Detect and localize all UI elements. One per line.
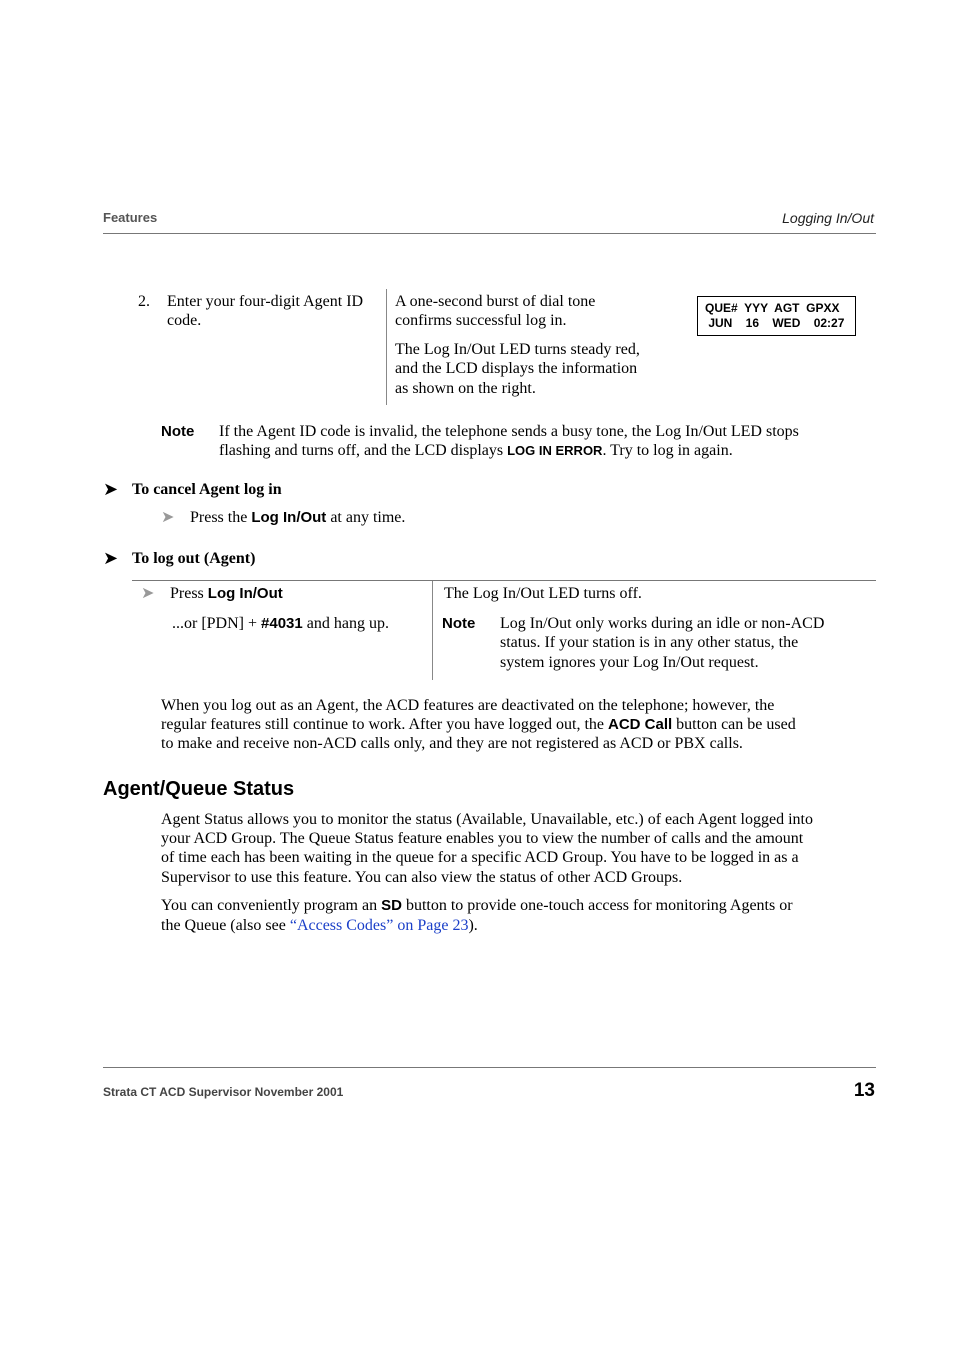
step-desc1-line2: confirms successful log in. [395, 312, 567, 329]
step-text-line1: Enter your four-digit Agent ID [167, 293, 364, 310]
lcd-row-1: QUE# YYY AGT GPXX [705, 301, 840, 315]
step-desc2-line2: and the LCD displays the information [395, 360, 638, 377]
access-code: #4031 [261, 615, 303, 632]
section-p1-line4: Supervisor to use this feature. You can also view the status of other ACD Groups. [161, 869, 683, 886]
procedure-heading-cancel: To cancel Agent log in [132, 481, 282, 498]
lcd-error-text: LOG IN ERROR [507, 443, 603, 458]
logout-para-line1: When you log out as an Agent, the ACD features are deactivated on the telephone; however, the [161, 697, 775, 714]
lcd-row-2: JUN 16 WED 02:27 [705, 316, 845, 330]
header-rule [103, 233, 876, 234]
procedure-arrow-icon: ➤ [103, 479, 119, 499]
step-number: 2. [138, 293, 150, 310]
step-arrow-icon: ➤ [141, 585, 155, 602]
note-label: Note [442, 615, 476, 632]
footer-document-title: Strata CT ACD Supervisor November 2001 [103, 1085, 344, 1099]
step-divider [386, 289, 387, 405]
note-line1: If the Agent ID code is invalid, the telephone sends a busy tone, the Log In/Out LED stops [219, 423, 799, 440]
footer-rule [103, 1067, 876, 1068]
logout-note-line3: system ignores your Log In/Out request. [500, 654, 759, 671]
section-p2-line1: You can conveniently program an SD button to provide one-touch access for monitoring Agents or [161, 897, 793, 914]
procedure-heading-logout: To log out (Agent) [132, 550, 256, 567]
logout-note-line2: status. If your station is in any other status, the [500, 634, 799, 651]
section-p2-line2: the Queue (also see “Access Codes” on Page 23). [161, 917, 478, 934]
sd-button-label: SD [381, 897, 402, 914]
page-number: 13 [853, 1080, 875, 1101]
section-p1-line2: your ACD Group. The Queue Status feature enables you to view the number of calls and the amount [161, 830, 804, 847]
log-in-out-button-label: Log In/Out [207, 585, 283, 602]
logout-para-line2: regular features still continue to work. After you have logged out, the ACD Call button can be used [161, 716, 796, 733]
running-header-section: Features [103, 210, 158, 225]
logout-note-line1: Log In/Out only works during an idle or non-ACD [500, 615, 825, 632]
step-arrow-icon: ➤ [161, 509, 175, 526]
logout-result: The Log In/Out LED turns off. [444, 585, 642, 602]
note-label: Note [161, 423, 195, 440]
section-title: Agent/Queue Status [103, 778, 295, 800]
logout-step-press: Press Log In/Out [170, 585, 283, 602]
procedure-arrow-icon: ➤ [103, 548, 119, 568]
log-in-out-button-label: Log In/Out [251, 509, 327, 526]
step-text-line2: code. [167, 312, 202, 329]
logout-para-line3: to make and receive non-ACD calls only, and they are not registered as ACD or PBX calls. [161, 735, 743, 752]
logout-table-divider [432, 581, 433, 680]
step-desc2-line3: as shown on the right. [395, 380, 536, 397]
section-p1-line1: Agent Status allows you to monitor the status (Available, Unavailable, etc.) of each Agent logged into [161, 811, 813, 828]
note-line2: flashing and turns off, and the LCD displays LOG IN ERROR. Try to log in again. [219, 442, 733, 459]
logout-table-rule [132, 580, 876, 581]
logout-step-or: ...or [PDN] + #4031 and hang up. [172, 615, 389, 632]
acd-call-button-label: ACD Call [607, 716, 673, 733]
lcd-display [697, 296, 856, 336]
step-desc1-line1: A one-second burst of dial tone [395, 293, 596, 310]
access-codes-link[interactable]: “Access Codes” on Page 23 [289, 917, 469, 934]
step-desc2-line1: The Log In/Out LED turns steady red, [395, 341, 640, 358]
cancel-step: Press the Log In/Out at any time. [190, 509, 406, 526]
section-p1-line3: of time each has been waiting in the queue for a specific ACD Group. You have to be logged in as a [161, 849, 799, 866]
running-header-title: Logging In/Out [782, 210, 874, 226]
